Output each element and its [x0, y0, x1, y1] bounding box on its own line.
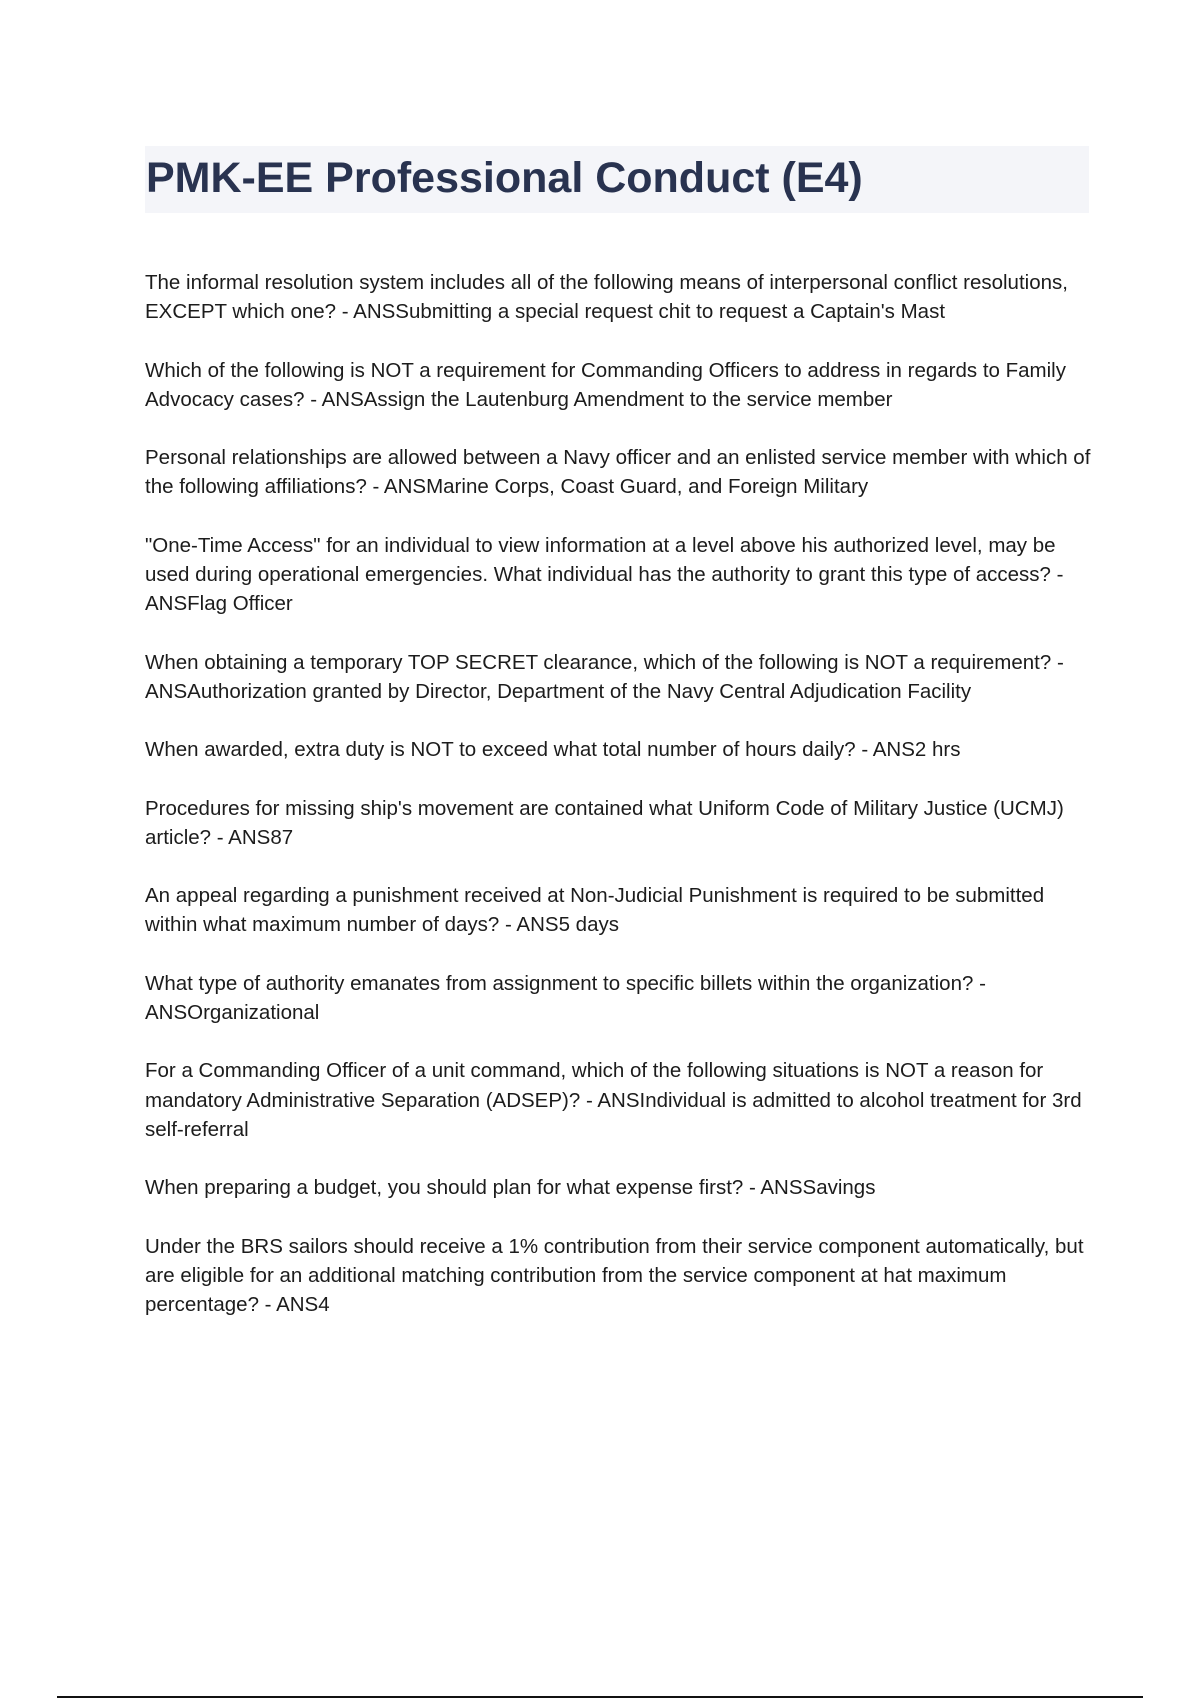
qa-item-7: Procedures for missing ship's movement are contained what Uniform Code of Military Justice (UCMJ) article? - ANS87 — [145, 796, 1064, 849]
qa-item-4: "One-Time Access" for an individual to view information at a level above his authorized level, may be used during operational emergencies. What individual has the authority to grant this type of access? - ANSFlag Officer — [145, 533, 1064, 616]
qa-item-8: An appeal regarding a punishment received at Non-Judicial Punishment is required to be submitted within what maximum number of days? - ANS5 days — [145, 884, 1045, 937]
qa-item-5: When obtaining a temporary TOP SECRET clearance, which of the following is NOT a requirement? - ANSAuthorization granted by Director, Department of the Navy Central Adjudication Facility — [145, 650, 1064, 703]
page-bottom-divider — [57, 1696, 1143, 1698]
qa-item-6: When awarded, extra duty is NOT to exceed what total number of hours daily? - ANS2 hrs — [145, 738, 961, 762]
page-title: PMK-EE Professional Conduct (E4) — [146, 154, 863, 202]
qa-item-1: The informal resolution system includes all of the following means of interpersonal conflict resolutions, EXCEPT which one? - ANSSubmitting a special request chit to request a Captain's Mast — [145, 271, 1068, 324]
qa-item-3: Personal relationships are allowed between a Navy officer and an enlisted service member with which of the following affiliations? - ANSMarine Corps, Coast Guard, and Foreign Military — [145, 446, 1091, 499]
qa-item-9: What type of authority emanates from assignment to specific billets within the organization? - ANSOrganizational — [145, 971, 986, 1025]
qa-item-12: Under the BRS sailors should receive a 1% contribution from their service component automatically, but are eligible for an additional matching contribution from the service component at hat maximum percentage? - ANS4 — [145, 1234, 1084, 1317]
qa-item-10: For a Commanding Officer of a unit command, which of the following situations is NOT a reason for mandatory Administrative Separation (ADSEP)? - ANSIndividual is admitted to alcohol treatment for 3rd self-referral — [145, 1059, 1082, 1141]
qa-item-2: Which of the following is NOT a requirement for Commanding Officers to address in regards to Family Advocacy cases? - ANSAssign the Lautenburg Amendment to the service member — [145, 358, 1066, 411]
question-answer-list — [145, 268, 1095, 1348]
title-banner — [145, 146, 1089, 213]
qa-item-11: When preparing a budget, you should plan for what expense first? - ANSSavings — [145, 1176, 876, 1200]
